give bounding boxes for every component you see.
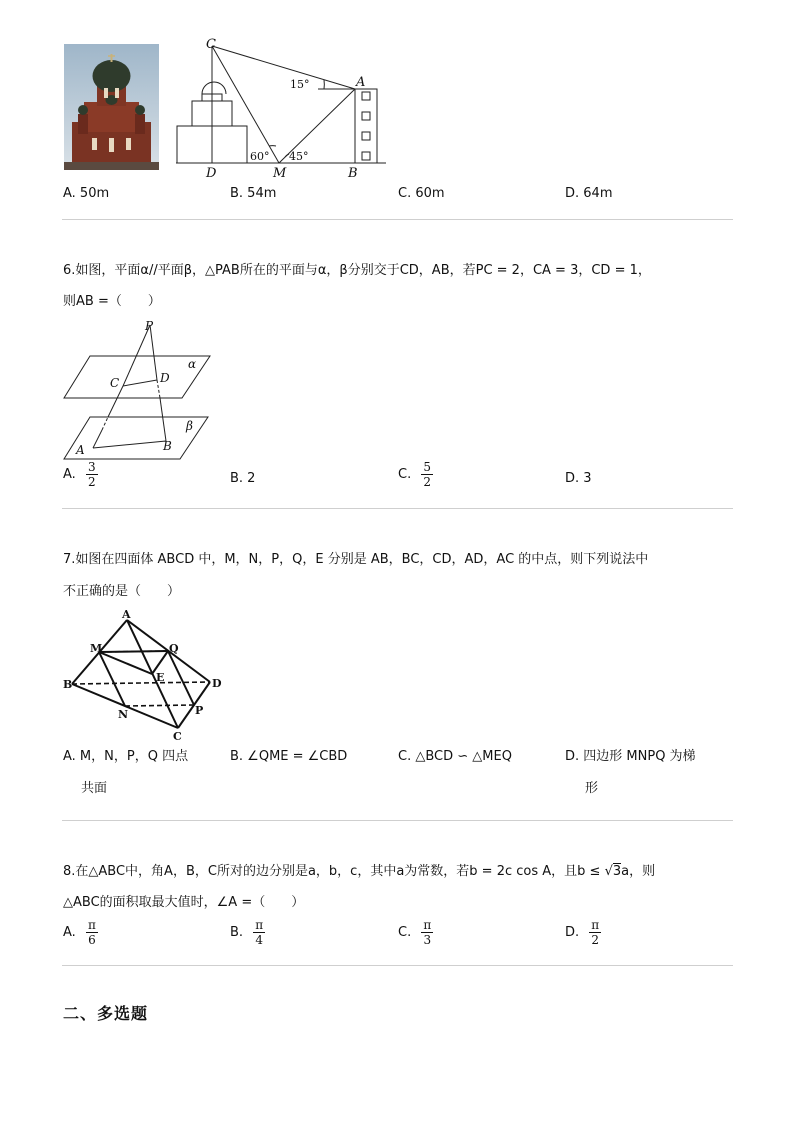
segment-MQ-dash xyxy=(99,651,168,652)
label-A: A xyxy=(356,75,366,90)
q7-stem-line1: 7.如图在四面体 ABCD 中，M，N，P，Q，E 分别是 AB，BC，CD，AD，AC 的中点，则下列说法中 xyxy=(63,552,649,567)
tetrahedron-figure xyxy=(60,608,230,744)
q6-option-c-num: 5 xyxy=(423,460,431,474)
q8-option-d-fraction xyxy=(589,918,601,947)
label-N: N xyxy=(118,708,129,721)
label-A: A xyxy=(122,608,131,621)
q6-option-a-num: 3 xyxy=(87,460,96,474)
q8-stem-line2: △ABC的面积取最大值时，∠A =（ ） xyxy=(63,895,305,910)
segment-NP-hidden xyxy=(125,705,194,706)
divider-q5 xyxy=(62,219,733,220)
angle-45: 45° xyxy=(289,150,309,163)
church-photo xyxy=(64,44,159,170)
q7-option-a-line1: A. M，N，P，Q 四点 xyxy=(63,749,189,764)
q8-option-c-num: π xyxy=(423,918,432,932)
q7-stem-line2: 不正确的是（ ） xyxy=(63,584,181,599)
angle-15: 15° xyxy=(290,78,310,91)
planes-figure-svg xyxy=(60,316,212,462)
label-C: C xyxy=(173,730,182,743)
label-alpha: α xyxy=(188,357,197,371)
q8-option-b-num: π xyxy=(255,918,264,932)
q7-option-d[interactable] xyxy=(565,747,696,799)
label-Q: Q xyxy=(169,642,179,655)
q6-option-a-prefix: A. xyxy=(63,467,76,482)
q8-option-c-fraction xyxy=(421,918,433,947)
q5-option-c[interactable]: C. 60m xyxy=(398,186,445,201)
q6-option-c-den: 2 xyxy=(423,475,431,489)
q8-option-d-prefix: D. xyxy=(565,925,580,940)
q7-option-d-line2: 形 xyxy=(585,781,599,796)
divider-q6 xyxy=(62,508,733,509)
label-P: P xyxy=(195,704,204,717)
window-3 xyxy=(362,132,370,140)
elevation-figure-svg xyxy=(172,36,392,178)
planes-figure xyxy=(60,316,212,462)
q7-option-d-line1: D. 四边形 MNPQ 为梯 xyxy=(565,749,696,764)
label-M: M xyxy=(90,642,103,655)
q6-option-c-fraction xyxy=(421,460,433,489)
q8-option-a-prefix: A. xyxy=(63,925,76,940)
q5-option-a[interactable]: A. 50m xyxy=(63,186,110,201)
window-2 xyxy=(362,112,370,120)
tower-dome xyxy=(202,82,226,94)
label-D: D xyxy=(212,677,222,690)
q6-option-a[interactable] xyxy=(63,460,98,489)
label-B: B xyxy=(348,166,358,178)
label-M: M xyxy=(273,166,287,178)
q8-option-c-den: 3 xyxy=(423,933,432,947)
segment-AB xyxy=(93,441,166,448)
q8-option-d[interactable] xyxy=(565,918,601,947)
q8-option-d-num: π xyxy=(591,918,600,932)
label-A: A xyxy=(76,443,85,457)
segment-PD xyxy=(150,325,157,380)
tetrahedron-figure-svg xyxy=(60,608,230,744)
q7-option-a[interactable] xyxy=(63,747,188,799)
label-C: C xyxy=(206,37,216,52)
q5-option-d[interactable]: D. 64m xyxy=(565,186,613,201)
label-C: C xyxy=(110,376,120,390)
sqrt-sign: √ xyxy=(604,864,613,879)
q8-stem-line1-b: a，则 xyxy=(621,864,656,879)
label-B: B xyxy=(63,678,73,691)
q6-option-a-den: 2 xyxy=(87,475,96,489)
segment-DB-lower xyxy=(160,398,166,441)
segment-CA-hidden xyxy=(102,417,108,430)
q7-option-a-line2: 共面 xyxy=(81,781,108,796)
q7-option-b[interactable]: B. ∠QME = ∠CBD xyxy=(230,749,348,764)
q8-option-c-prefix: C. xyxy=(398,925,412,940)
q6-stem-line2: 则AB =（ ） xyxy=(63,294,161,309)
q8-option-c[interactable] xyxy=(398,918,433,947)
q8-option-b-fraction xyxy=(253,918,265,947)
q8-option-b-prefix: B. xyxy=(230,925,244,940)
q8-option-b-den: 4 xyxy=(255,933,263,947)
section-title-multiple-choice: 二、多选题 xyxy=(63,1004,149,1023)
q5-option-b[interactable]: B. 54m xyxy=(230,186,277,201)
q8-stem-line1 xyxy=(63,862,655,882)
q6-option-d[interactable]: D. 3 xyxy=(565,471,592,486)
q8-stem-line1-a: 8.在△ABC中，角A，B，C所对的边分别是a，b，c，其中a为常数，若b = 2c cos A，且b ≤ xyxy=(63,864,605,879)
q8-option-d-den: 2 xyxy=(591,933,600,947)
q8-option-a[interactable] xyxy=(63,918,98,947)
q6-stem-line1: 6.如图，平面α//平面β，△PAB所在的平面与α，β分别交于CD，AB，若PC = 2，CA = 3，CD = 1， xyxy=(63,263,651,278)
angle-60: 60° xyxy=(250,150,270,163)
q8-option-a-num: π xyxy=(87,918,96,932)
elevation-figure xyxy=(172,36,392,178)
window-1 xyxy=(362,92,370,100)
label-beta: β xyxy=(186,419,193,433)
label-D: D xyxy=(160,371,170,385)
segment-A-visible xyxy=(93,430,102,448)
edge-BD-hidden xyxy=(72,682,210,684)
q6-option-c-prefix: C. xyxy=(398,467,412,482)
q8-option-a-fraction xyxy=(86,918,98,947)
divider-q7 xyxy=(62,820,733,821)
label-B: B xyxy=(163,439,172,453)
label-D: D xyxy=(206,166,217,178)
label-P: P xyxy=(145,319,154,333)
divider-q8 xyxy=(62,965,733,966)
q8-option-a-den: 6 xyxy=(88,933,96,947)
q8-option-b[interactable] xyxy=(230,918,265,947)
segment-C-to-beta xyxy=(108,386,123,417)
church-photo-svg xyxy=(64,44,159,170)
q6-option-a-fraction xyxy=(86,460,98,489)
q6-option-b[interactable]: B. 2 xyxy=(230,471,256,486)
q7-option-c[interactable]: C. △BCD ∽ △MEQ xyxy=(398,749,512,764)
window-4 xyxy=(362,152,370,160)
segment-CD xyxy=(123,380,157,386)
label-E: E xyxy=(156,671,165,684)
q6-option-c[interactable] xyxy=(398,460,433,489)
sqrt-radicand: 3 xyxy=(612,864,622,879)
